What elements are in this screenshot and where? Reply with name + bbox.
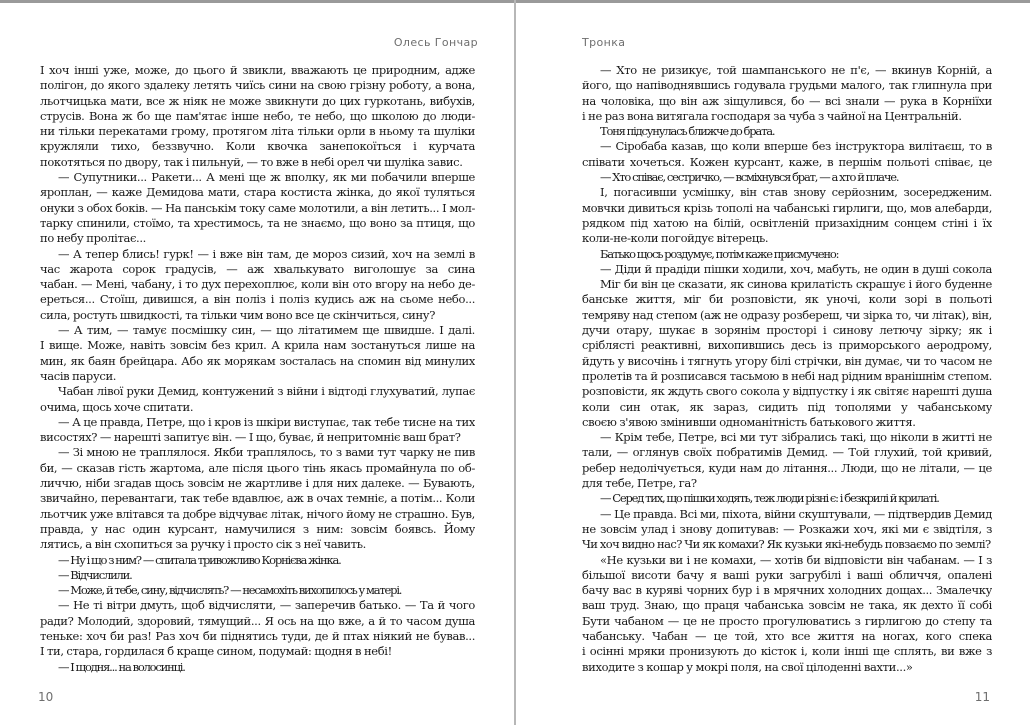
text-line: Бути чабаном — це не просто прогулюватись з гирлигою до степу та [582, 613, 992, 628]
text-line: І вище. Може, навіть зовсім без крил. А крила нам зостануться лише на [40, 338, 475, 353]
text-line: своєю з'явою змінивши одноманітність батькового життя. [582, 414, 916, 429]
text-line: співати хочеться. Кожен курсант, каже, в першім польоті співає, це [582, 154, 992, 169]
text-line: — І щодня... на волосинці. [58, 659, 185, 674]
text-line: ереться... Стоїш, дивишся, а він поліз і поліз кудись аж на сьоме небо... [40, 292, 475, 307]
text-line: для тебе, Петре, га? [582, 476, 697, 491]
text-line: ради? Молодий, здоровий, тямущий... Я ось на що вже, а й то часом душа [40, 613, 475, 628]
text-line: очима, щось хоче спитати. [40, 399, 194, 414]
text-line: покотяться по двору, так і пильнуй, — то вже в небі орел чи шуліка завис. [40, 154, 463, 169]
text-line: — Не ті вітри дмуть, щоб відчисляти, — заперечив батько. — Та й чого [58, 598, 475, 613]
text-line: виходите з кошар у мокрі поля, на свої цілоденні вахти...» [582, 659, 913, 674]
text-line: правда, у нас один курсант, намучилися з ним: зовсім боявсь. Йому [40, 521, 475, 536]
text-line: Чабан лівої руки Демид, контужений з війни і відтоді глухуватий, лупає [58, 384, 475, 399]
text-line: мин, як баян брейцара. Або як морякам зосталась на спомин від минулих [40, 353, 475, 368]
text-line: яроплан, — каже Демидова мати, стара костиста жінка, до якої туляться [40, 185, 475, 200]
text-line: більшої висоти бачу я ваші руки загрубілі і ваші обличчя, опалені [582, 567, 992, 582]
text-line: сріблясті реактивні, вихопившись десь із приморського аеродрому, [582, 338, 992, 353]
text-line: струсів. Вона ж бо ще пам'ятає інше небо, те небо, що школою до люди- [40, 108, 475, 123]
text-line: і не раз вона витягала господаря за чуба з чайної на Центральній. [582, 108, 962, 123]
text-line: коли-не-коли погойдує вітерець. [582, 231, 769, 246]
text-line: йдуть у височінь і тягнуть угору білі стрічки, він думає, чи то часом не [582, 353, 992, 368]
text-line: кружляли тихо, беззвучно. Коли квочка занепокоїться і курчата [40, 139, 475, 154]
text-line: пролетів та й розписався тасьмою в небі над рідним вранішнім степом. [582, 368, 992, 383]
text-line: не зовсім улад і знову допитував: — Розкажи хоч, які ми є звідтіля, з [582, 521, 992, 536]
text-line: на чоловіка, що він аж зіщулився, бо — всі знали — рука в Корніїхи [582, 93, 992, 108]
left-page-text [40, 63, 475, 675]
text-line: бачу вас в куряві чорних бур і в мрячних холодних дощах... Змалечку [582, 583, 992, 598]
text-line: ваш труд. Знаю, що праця чабанська зовсім не така, як дехто її собі [582, 598, 992, 613]
text-line: висостях? — нарешті запитує він. — І що, буває, й непритомніє ваш брат? [40, 430, 461, 445]
page-number-right: 11 [974, 690, 990, 704]
text-line: ни тільки перекатами грому, протягом літа тільки орли в ньому та шуліки [40, 124, 475, 139]
text-line: би, — сказав гість жартома, але після цього тінь якась промайнула по об- [40, 460, 475, 475]
text-line: — Відчислили. [58, 567, 132, 582]
text-line: теньке: хоч би раз! Раз хоч би піднятись туди, де й птах ніякий не бував... [40, 628, 475, 643]
text-line: по небу пролітає... [40, 231, 146, 246]
running-head-author: Олесь Гончар [393, 36, 478, 49]
text-line: дучи отару, шукає в зорянім просторі і синову летючу зірку; як і [582, 323, 992, 338]
text-line: — Крім тебе, Петре, всі ми тут зібрались такі, що ніколи в житті не [600, 430, 992, 445]
text-line: льотчик уже влітався та добре відчуває літак, нічого йому не страшно. Був, [40, 506, 475, 521]
text-line: і осінні мряки пронизують до кісток і, коли інші ще сплять, ви вже з [582, 644, 992, 659]
text-line: Міг би він це сказати, як синова крилатість скрашує і його буденне [600, 277, 992, 292]
left-page [0, 0, 514, 725]
text-line: онуки з обох боків. — На панськім току саме молотили, а він летить... І мол- [40, 200, 475, 215]
text-line: розповісти, як ждуть свого сокола у відпустку і як світяє нарешті душа [582, 384, 992, 399]
text-line: полігон, до якого здалеку летять чиїсь сини на свою грізну роботу, а вона, [40, 78, 475, 93]
text-line: сила, ростуть швидкості, та тільки чим воно все це скінчиться, сину? [40, 307, 436, 322]
text-line: — Сіробаба казав, що коли вперше без інструктора вилітаєш, то в [600, 139, 992, 154]
text-line: — А це правда, Петре, що і кров із шкіри виступає, так тебе тисне на тих [58, 414, 475, 429]
text-line: І хоч інші уже, може, до цього й звикли, вважають це природним, адже [40, 63, 475, 77]
text-line: його, що напіводнявшись годувала грудьми малого, так глипнула при [582, 78, 992, 93]
text-line: «Не кузьки ви і не комахи, — хотів би відповісти він чабанам. — І з [600, 552, 992, 567]
text-line: банське життя, міг би розповісти, як уночі, коли зорі в польоті [582, 292, 992, 307]
text-line: І ти, стара, гордилася б краще сином, подумай: щодня в небі! [40, 644, 392, 659]
text-line: — Зі мною не траплялося. Якби траплялось, то з вами тут чарку не пив [58, 445, 475, 460]
text-line: — Діди й прадіди пішки ходили, хоч, мабуть, не один в душі сокола [600, 261, 992, 276]
text-line: — Серед тих, що пішки ходять, теж люди різні є: і безкрилі й крилаті. [600, 491, 939, 506]
text-line: — Це правда. Всі ми, піхота, війни скуштували, — підтвердив Демид [600, 506, 992, 521]
text-line: тали, — оглянув своїх побратимів Демид. — Той глухий, той кривий, [582, 445, 992, 460]
right-page-text [582, 63, 992, 675]
text-line: — Ну і що з ним? — спитала тривожливо Корнієва жінка. [58, 552, 341, 567]
text-line: тарку спинили, стоїмо, та хрестимось, та не знаємо, що воно за птиця, що [40, 215, 475, 230]
text-line: чабан. — Мені, чабану, і то дух перехоплює, коли він ото вгору на небо де- [40, 277, 475, 292]
text-line: личчю, ніби згадав щось зовсім не жартливе і для них далеке. — Бувають, [40, 476, 475, 491]
running-head-title: Тронка [582, 36, 626, 49]
text-line: — Супутники... Ракети... А мені ще ж вполку, як ми побачили вперше [58, 170, 475, 185]
text-line: темряву над степом (аж не одразу розбереш, чи зірка то, чи літак), він, [582, 307, 992, 322]
text-line: час жарота сорок градусів, — аж хвалькувато виголошує за сина [40, 261, 475, 276]
text-line: часів паруси. [40, 368, 117, 383]
text-line: — А тепер блись! гурк! — і вже він там, де мороз сизий, хоч на землі в [58, 246, 475, 261]
text-line: рядком під хатою на білій, освітленій призахідним сонцем стіні і їх [582, 215, 992, 230]
text-line: чабанську. Чабан — це той, хто все життя на ногах, кого спека [582, 628, 992, 643]
text-line: І, погасивши усмішку, він став знову серйозним, зосередженим. [600, 185, 992, 200]
text-line: мовчки дивиться крізь тополі на чабанські гирлиги, що, мов алебарди, [582, 200, 992, 215]
text-line: — Може, й тебе, сину, відчислять? — несамохіть вихопилось у матері. [58, 583, 402, 598]
text-line: льотчицька мати, все ж ніяк не може звикнути до цих гуркотань, вибухів, [40, 93, 475, 108]
text-line: — Хто не ризикує, той шампанського не п'є, — вкинув Корній, а [600, 63, 992, 77]
text-line: ребер недолічується, куди нам до літання... Люди, що не літали, — це [582, 460, 992, 475]
text-line: Чи хоч видно нас? Чи як комахи? Як кузьки які-небудь повзаємо по землі? [582, 537, 991, 552]
text-line: коли син отак, як зараз, сидить під тополями у чабанському [582, 399, 992, 414]
text-line: — А тим, — тамує посмішку син, — що літатимем ще швидше. І далі. [58, 323, 475, 338]
text-line: звичайно, перевантаги, так тебе вдавлює, аж в очах темніє, а потім... Коли [40, 491, 475, 506]
right-page [516, 0, 1030, 725]
text-line: Батько щось роздумує, потім каже присмучено: [600, 246, 839, 261]
text-line: — Хто співає, сестричко, — всміхнувся брат, — а хто й плаче. [600, 170, 899, 185]
page-number-left: 10 [38, 690, 54, 704]
text-line: Тоня підсунулась ближче до брата. [600, 124, 775, 139]
text-line: лятись, а він схопиться за ручку і просто сік з неї чавить. [40, 537, 366, 552]
